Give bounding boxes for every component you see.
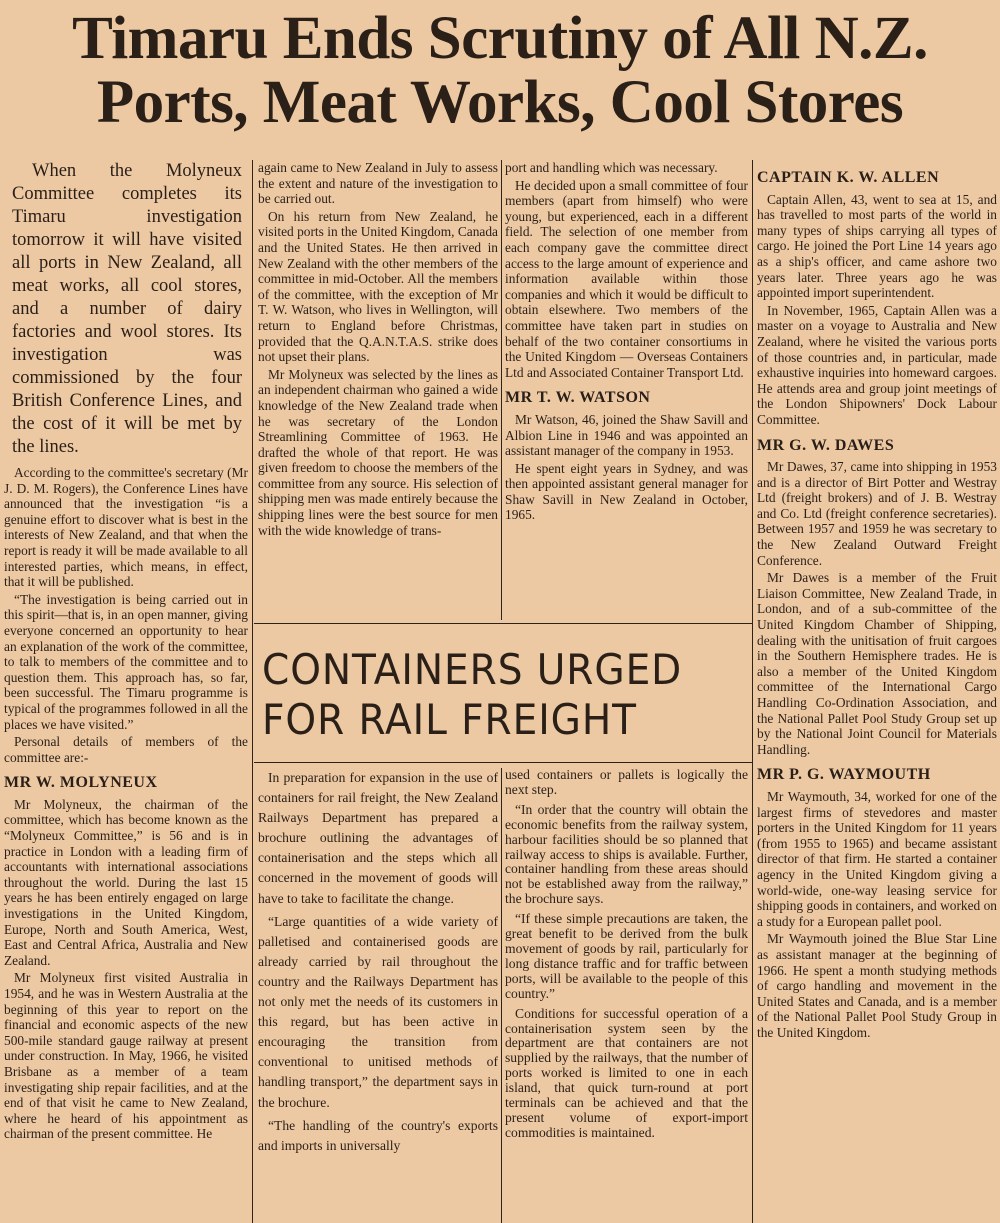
container-article-column-2 [505, 768, 748, 1223]
container-article-column-1 [258, 768, 498, 1223]
main-article-column-1 [4, 160, 248, 1223]
paragraph: Mr Dawes, 37, came into shipping in 1953 and is a director of Birt Potter and Westray Ltd (freight brokers) and of J. B. Westray and Co. Ltd (freight conference secretaries). Between 1957 and 1959 he was secretary to the New Zealand Outward Freight Conference. [757, 459, 997, 568]
section-heading: MR T. W. WATSON [505, 389, 651, 407]
paragraph: On his return from New Zealand, he visited ports in the United Kingdom, Canada and the United States. He then arrived in New Zealand with the other members of the committee in mid-October. All the members of the committee, with the exception of Mr T. W. Watson, who lives in Wellington, will return to England before Christmas, provided that the Q.A.N.T.A.S. strike does not upset their plans. [258, 208, 498, 365]
section-heading: MR W. MOLYNEUX [4, 774, 158, 792]
main-article-column-2 [258, 160, 498, 618]
paragraph: Mr Waymouth, 34, worked for one of the largest firms of stevedores and master porters in the United Kingdom for 11 years (from 1955 to 1965) and became assistant director of that firm. He started a container agency in the United Kingdom giving a world-wide, one-way leasing service for shipping goods in containers, and worked on a study for a European pallet pool. [757, 788, 997, 929]
paragraph: Personal details of members of the committee are:- [4, 734, 248, 765]
main-article-column-3 [505, 160, 748, 620]
paragraph: “The handling of the country's exports and imports in universally [258, 1117, 498, 1153]
section-heading: MR P. G. WAYMOUTH [757, 766, 931, 784]
paragraph: “Large quantities of a wide variety of palletised and containerised goods are already carried by rail throughout the country and the Railways Department has not only met the needs of its customers in this regard, but has been active in encouraging the transition from conventional to unitised methods of handling transport,” the department says in the brochure. [258, 913, 498, 1110]
paragraph: Mr Dawes is a member of the Fruit Liaison Committee, New Zealand Trade, in London, and of a sub-committee of the United Kingdom Chamber of Shipping, dealing with the unitisation of fruit cargoes in the Southern Hemisphere trades. He is also a member of the United Kingdom committee of the International Cargo Handling Co-Ordination Association, and the National Pallet Pool Study Group set up by the National Joint Council for Materials Handling. [757, 570, 997, 757]
column-divider [752, 160, 753, 1223]
paragraph: “The investigation is being carried out in this spirit—that is, in an open manner, giving everyone concerned an opportunity to hear an explanation of the work of the committee, to talk to members of the committee and to question them. This approach has, so far, been successful. The Timaru programme is typical of the programmes followed in all the places we have visited.” [4, 591, 248, 732]
container-headline-line-1: CONTAINERS URGED [262, 645, 683, 694]
paragraph: again came to New Zealand in July to assess the extent and nature of the investigation to be carried out. [258, 160, 498, 207]
paragraph: Captain Allen, 43, went to sea at 15, and has travelled to most parts of the world in many types of ships carrying all types of cargo. He joined the Port Line 14 years ago as a ship's officer, and came ashore two years later. Three years ago he was appointed import superintendent. [757, 191, 997, 301]
section-heading: CAPTAIN K. W. ALLEN [757, 169, 940, 186]
section-divider [254, 623, 752, 624]
column-divider [501, 768, 502, 1223]
paragraph: Mr Waymouth joined the Blue Star Line as assistant manager at the beginning of 1966. He spent a month studying methods of cargo handling and movement in the United States and Canada, and is a member of the National Pallet Pool Study Group in the United Kingdom. [757, 931, 997, 1040]
paragraph: “In order that the country will obtain the economic benefits from the railway system, harbour facilities should be so planned that railway access to ships is available. Further, container handling from these areas should not be established away from the railway,” the brochure says. [505, 801, 748, 907]
section-heading: MR G. W. DAWES [757, 436, 895, 454]
paragraph: Conditions for successful operation of a containerisation system seen by the department are that containers are not supplied by the railways, that the number of ports worked is limited to one in each island, that quick turn-round at port terminals can be achieved and that the present volume of export-import commodities is maintained. [505, 1005, 748, 1140]
paragraph: When the Molyneux Committee completes its Timaru investigation tomorrow it will have visited all ports in New Zealand, all meat works, all cool stores, and a number of dairy factories and wool stores. Its investigation was commissioned by the four British Conference Lines, and the cost of it will be met by the lines. [12, 161, 242, 457]
paragraph: In November, 1965, Captain Allen was a master on a voyage to Australia and New Zealand, where he visited the various ports of those countries and, in particular, made exhaustive inquiries into homeward cargoes. He attends area and group joint meetings of the London Shipowners' Dock Labour Committee. [757, 302, 997, 427]
paragraph: Mr Molyneux was selected by the lines as an independent chairman who gained a wide knowledge of the New Zealand trade when he was secretary of the London Streamlining Committee of 1963. He drafted the whole of that report. He was given freedom to choose the members of the committee from any source. His selection of shipping men was made entirely because the shipping lines were the best source for men with the wide knowledge of trans- [258, 366, 498, 538]
column-divider [501, 160, 502, 620]
column-divider [252, 160, 253, 1223]
paragraph: In preparation for expansion in the use of containers for rail freight, the New Zealand Railways Department has prepared a brochure outlining the advantages of containerisation and the steps which all concerned in the movement of goods will have to take to facilitate the change. [258, 770, 498, 906]
paragraph: Mr Watson, 46, joined the Shaw Savill and Albion Line in 1946 and was appointed an assistant manager of the company in 1953. [505, 411, 748, 459]
paragraph: He decided upon a small committee of four members (apart from himself) who were young, but experienced, each in a different field. The selection of one member from each company gave the committee direct access to the large amount of experience and information available within those companies and which it would be difficult to obtain elsewhere. Two members of the committee have taken part in studies on behalf of the two container consortiums in the United Kingdom — Overseas Containers Ltd and Associated Container Transport Ltd. [505, 177, 748, 380]
paragraph: Mr Molyneux, the chairman of the committee, which has become known as the “Molyneux Committee,” is 56 and is in practice in London with a leading firm of accountants with international associations throughout the world. During the last 15 years he has been entirely engaged on large investigations in the United Kingdom, Europe, North and South America, West, East and Central Africa, Australia and New Zealand. [4, 796, 248, 968]
section-divider [254, 762, 752, 763]
headline-line-1: Timaru Ends Scrutiny of All N.Z. [72, 5, 928, 72]
paragraph: Mr Molyneux first visited Australia in 1954, and he was in Western Australia at the beginning of this year to report on the financial and economic aspects of the new 500-mile standard gauge railway at present under construction. In May, 1966, he visited Brisbane as a member of a team investigating ship repair facilities, and at the end of that visit he came to New Zealand, where he heard of his appointment as chairman of the present committee. He [4, 970, 248, 1142]
paragraph: used containers or pallets is logically the next step. [505, 768, 748, 797]
headline-line-2: Ports, Meat Works, Cool Stores [96, 69, 904, 136]
container-headline-line-2: FOR RAIL FREIGHT [262, 695, 637, 744]
paragraph: According to the committee's secretary (Mr J. D. M. Rogers), the Conference Lines have announced that the investigation “is a genuine effort to discover what is best in the interests of New Zealand, and that when the report is ready it will be made available to all interested parties, which means, in effect, that it will be published. [4, 465, 248, 590]
paragraph: He spent eight years in Sydney, and was then appointed assistant general manager for Shaw Savill in New Zealand in October, 1965. [505, 460, 748, 523]
paragraph: port and handling which was necessary. [505, 160, 718, 175]
container-article-headline [256, 637, 750, 759]
main-article-column-4 [757, 160, 997, 1223]
paragraph: “If these simple precautions are taken, the great benefit to be derived from the bulk movement of goods by rail, particularly for long distance traffic and for traffic between ports, will be available to the people of this country.” [505, 911, 748, 1001]
